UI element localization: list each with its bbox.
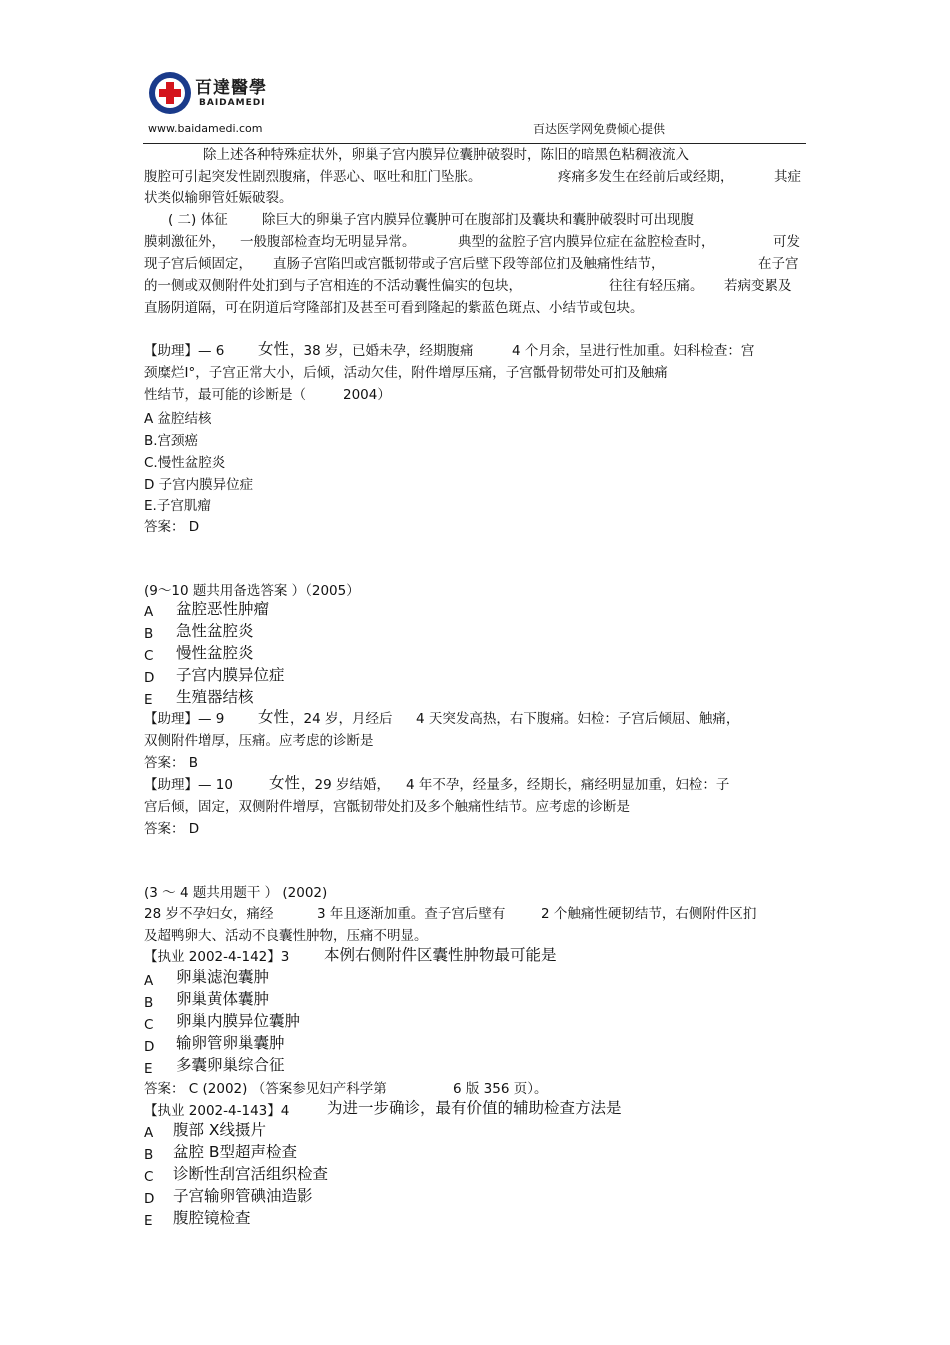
intro-text: 其症 bbox=[774, 169, 801, 185]
answer-text: 答案： D bbox=[144, 821, 200, 837]
logo-text: 百達醫學 bbox=[195, 78, 267, 98]
question-stem: 28 岁不孕妇女，痛经 bbox=[144, 906, 274, 922]
option-letter: B bbox=[144, 995, 154, 1011]
question-text: 女性 bbox=[269, 774, 301, 792]
site-tagline: 百达医学网免费倾心提供 bbox=[533, 122, 666, 136]
option-letter: A bbox=[144, 604, 154, 620]
question-text: 性结节，最可能的诊断是（ bbox=[144, 387, 306, 403]
intro-text: 除上述各种特殊症状外，卵巢子宫内膜异位囊肿破裂时，陈旧的暗黑色粘稠液流入 bbox=[203, 147, 689, 163]
option-letter: B bbox=[144, 626, 154, 642]
option-item: 生殖器结核 bbox=[176, 688, 254, 706]
option-item: 盆腔恶性肿瘤 bbox=[176, 600, 270, 618]
option-letter: B bbox=[144, 1147, 154, 1163]
intro-text: 除巨大的卵巢子宫内膜异位囊肿可在腹部扪及囊块和囊肿破裂时可出现腹 bbox=[262, 212, 694, 228]
intro-text: 典型的盆腔子宫内膜异位症在盆腔检查时， bbox=[458, 234, 715, 250]
option-letter: E bbox=[144, 1061, 153, 1077]
answer-text: 6 版 356 页）。 bbox=[453, 1081, 548, 1097]
option-letter: C bbox=[144, 648, 154, 664]
option-letter: A bbox=[144, 973, 154, 989]
intro-text: 状类似输卵管妊娠破裂。 bbox=[144, 190, 293, 206]
question-label: 【助理】— 10 bbox=[144, 777, 233, 793]
option-item: 急性盆腔炎 bbox=[176, 622, 254, 640]
section-heading: ( 二) 体征 bbox=[168, 212, 228, 228]
option-item: 子宫输卵管碘油造影 bbox=[173, 1187, 313, 1205]
option-item: 卵巢黄体囊肿 bbox=[176, 990, 270, 1008]
question-text: 本例右侧附件区囊性肿物最可能是 bbox=[324, 946, 557, 964]
option-letter: D bbox=[144, 1191, 155, 1207]
answer-text: 答案： D bbox=[144, 519, 200, 535]
option-item: 慢性盆腔炎 bbox=[176, 644, 254, 662]
intro-text: 在子宫 bbox=[758, 256, 799, 272]
intro-text: 直肠子宫陷凹或宫骶韧带或子宫后壁下段等部位扪及触痛性结节， bbox=[273, 256, 665, 272]
intro-text: 往往有轻压痛。 bbox=[609, 278, 704, 294]
intro-text: 若病变累及 bbox=[724, 278, 792, 294]
intro-text: 直肠阴道隔，可在阴道后穹隆部扪及甚至可看到隆起的紫蓝色斑点、小结节或包块。 bbox=[144, 300, 644, 316]
question-text: 女性 bbox=[258, 708, 290, 726]
option-item: D 子宫内膜异位症 bbox=[144, 477, 254, 493]
option-item: 腹部 X线摄片 bbox=[173, 1121, 267, 1139]
intro-text: 疼痛多发生在经前后或经期， bbox=[558, 169, 734, 185]
option-item: A 盆腔结核 bbox=[144, 411, 212, 427]
header-divider bbox=[143, 143, 806, 144]
intro-text: 现子宫后倾固定， bbox=[144, 256, 252, 272]
option-letter: C bbox=[144, 1017, 154, 1033]
option-item: 盆腔 B型超声检查 bbox=[173, 1143, 298, 1161]
option-letter: D bbox=[144, 670, 155, 686]
intro-text: 腹腔可引起突发性剧烈腹痛，伴恶心、呕吐和肛门坠胀。 bbox=[144, 169, 482, 185]
logo bbox=[147, 70, 287, 118]
question-label: 【执业 2002-4-142】3 bbox=[144, 949, 290, 965]
option-letter: E bbox=[144, 1213, 153, 1229]
intro-text: 一般腹部检查均无明显异常。 bbox=[240, 234, 416, 250]
option-item: 多囊卵巢综合征 bbox=[176, 1056, 285, 1074]
option-letter: A bbox=[144, 1125, 154, 1141]
question-stem: 3 年且逐渐加重。查子宫后壁有 bbox=[317, 906, 506, 922]
question-text: 宫后倾，固定，双侧附件增厚，宫骶韧带处扪及多个触痛性结节。应考虑的诊断是 bbox=[144, 799, 630, 815]
question-stem: 2 个触痛性硬韧结节，右侧附件区扪 bbox=[541, 906, 757, 922]
question-group-header: (9～10 题共用备选答案 ）（2005） bbox=[144, 583, 360, 599]
question-stem: 及超鸭卵大、活动不良囊性肿物，压痛不明显。 bbox=[144, 928, 428, 944]
question-text: ，24 岁，月经后 bbox=[290, 711, 393, 727]
question-text: 4 年不孕，经量多，经期长，痛经明显加重，妇检：子 bbox=[406, 777, 730, 793]
question-group-header: (3 ～ 4 题共用题干 ） (2002) bbox=[144, 885, 328, 901]
question-label: 【助理】— 9 bbox=[144, 711, 225, 727]
question-label: 【执业 2002-4-143】4 bbox=[144, 1103, 290, 1119]
option-letter: E bbox=[144, 692, 153, 708]
answer-text: 答案： C (2002) （答案参见妇产科学第 bbox=[144, 1081, 387, 1097]
site-url[interactable]: www.baidamedi.com bbox=[148, 122, 263, 135]
logo-emblem-icon bbox=[147, 70, 193, 116]
option-item: 腹腔镜检查 bbox=[173, 1209, 251, 1227]
question-year: 2004） bbox=[343, 387, 391, 403]
logo-subtext: BAIDAMEDI bbox=[199, 98, 266, 108]
question-text: ，29 岁结婚， bbox=[301, 777, 390, 793]
question-text: 4 个月余，呈进行性加重。妇科检查：宫 bbox=[512, 343, 755, 359]
option-letter: D bbox=[144, 1039, 155, 1055]
option-item: 输卵管卵巢囊肿 bbox=[176, 1034, 285, 1052]
question-label: 【助理】— 6 bbox=[144, 343, 225, 359]
option-item: E.子宫肌瘤 bbox=[144, 498, 211, 514]
option-item: 卵巢内膜异位囊肿 bbox=[176, 1012, 301, 1030]
option-item: C.慢性盆腔炎 bbox=[144, 455, 226, 471]
question-text: 女性 bbox=[258, 340, 290, 358]
answer-text: 答案： B bbox=[144, 755, 199, 771]
option-item: B.宫颈癌 bbox=[144, 433, 199, 449]
option-item: 子宫内膜异位症 bbox=[176, 666, 285, 684]
question-text: ，38 岁，已婚未孕，经期腹痛 bbox=[290, 343, 474, 359]
intro-text: 的一侧或双侧附件处扪到与子宫相连的不活动囊性偏实的包块， bbox=[144, 278, 522, 294]
question-text: 颈糜烂Ⅰ°，子宫正常大小，后倾，活动欠佳，附件增厚压痛，子宫骶骨韧带处可扪及触痛 bbox=[144, 365, 668, 381]
question-text: 双侧附件增厚，压痛。应考虑的诊断是 bbox=[144, 733, 374, 749]
intro-text: 膜刺激征外， bbox=[144, 234, 225, 250]
question-text: 为进一步确诊，最有价值的辅助检查方法是 bbox=[327, 1099, 622, 1117]
option-item: 卵巢滤泡囊肿 bbox=[176, 968, 270, 986]
question-text: 4 天突发高热，右下腹痛。妇检：子宫后倾屈、触痛， bbox=[416, 711, 740, 727]
option-letter: C bbox=[144, 1169, 154, 1185]
option-item: 诊断性刮宫活组织检查 bbox=[173, 1165, 329, 1183]
intro-text: 可发 bbox=[773, 234, 800, 250]
